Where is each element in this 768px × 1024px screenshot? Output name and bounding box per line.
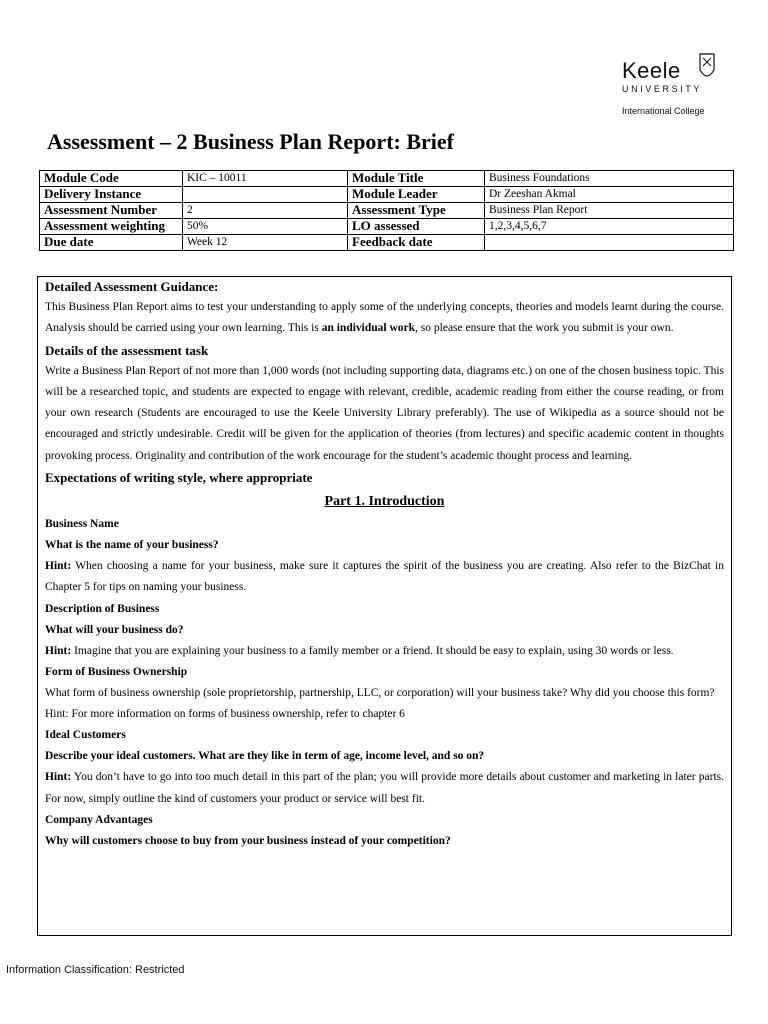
intro-text: This Business Plan Report aims to test your understanding to apply some of the underlying concepts, theories and models learnt during the course. Analysis should be carried using your own learning. This is [45, 301, 724, 335]
row-value: Week 12 [183, 235, 348, 251]
crest-icon [698, 50, 716, 86]
row-value: Business Foundations [485, 171, 734, 187]
row-label: Module Title [348, 171, 485, 187]
row-label: Assessment Number [40, 203, 183, 219]
customers-hint [45, 767, 724, 810]
advantages-heading: Company Advantages [45, 813, 153, 826]
name-hint [45, 556, 724, 599]
do-question: What will your business do? [45, 623, 184, 636]
ownership-text: What form of business ownership (sole proprietorship, partnership, LLC, or corporation) will your business take? Why did you choose this form? [45, 686, 715, 699]
logo-university: UNIVERSITY [622, 84, 703, 94]
intro-text-end: , so please ensure that the work you submit is your own. [415, 322, 674, 335]
hint-label: Hint: [45, 771, 72, 784]
business-name-heading: Business Name [45, 518, 119, 531]
logo-college: International College [622, 106, 705, 116]
table-row [40, 171, 734, 187]
guidance-heading: Detailed Assessment Guidance: [45, 279, 219, 294]
assessment-guidance-box [37, 276, 732, 936]
ownership-hint: Hint: For more information on forms of business ownership, refer to chapter 6 [45, 708, 405, 721]
keele-logo [618, 46, 728, 122]
hint-label: Hint: [45, 560, 72, 573]
table-row [40, 203, 734, 219]
intro-emphasis: an individual work [321, 322, 416, 335]
row-value: 2 [183, 203, 348, 219]
customers-heading: Ideal Customers [45, 729, 126, 742]
logo-wordmark: Keele [622, 58, 681, 83]
page-title: Assessment – 2 Business Plan Report: Brief [47, 129, 454, 154]
row-label: Assessment Type [348, 203, 485, 219]
style-heading: Expectations of writing style, where appropriate [45, 470, 313, 486]
hint-text: You don’t have to go into too much detail in this part of the plan; you will provide more details about customer and marketing in later parts. For now, simply outline the kind of customers your product or service will best fit. [45, 771, 724, 805]
row-value: Business Plan Report [485, 203, 734, 219]
row-label: Assessment weighting [40, 219, 183, 235]
row-label: Delivery Instance [40, 187, 183, 203]
row-value: KIC – 10011 [183, 171, 348, 187]
name-question: What is the name of your business? [45, 539, 219, 552]
do-hint [45, 641, 724, 662]
row-value: Dr Zeeshan Akmal [485, 187, 734, 203]
row-label: Feedback date [348, 235, 485, 251]
row-value: 1,2,3,4,5,6,7 [485, 219, 734, 235]
classification-footer: Information Classification: Restricted [6, 964, 185, 976]
description-heading: Description of Business [45, 602, 160, 615]
row-value: 50% [183, 219, 348, 235]
hint-label: Hint: [45, 644, 72, 657]
table-row [40, 187, 734, 203]
table-row [40, 235, 734, 251]
row-label: Due date [40, 235, 183, 251]
hint-text: When choosing a name for your business, make sure it captures the spirit of the business you are creating. Also refer to the BizChat in Chapter 5 for tips on naming your business. [45, 560, 724, 594]
intro-paragraph [45, 297, 724, 340]
advantages-question: Why will customers choose to buy from your business instead of your competition? [45, 834, 451, 847]
row-value [183, 187, 348, 203]
row-label: Module Code [40, 171, 183, 187]
part-heading: Part 1. Introduction [324, 494, 445, 510]
row-value [485, 235, 734, 251]
row-label: Module Leader [348, 187, 485, 203]
hint-text: Imagine that you are explaining your business to a family member or a friend. It should be easy to explain, using 30 words or less. [71, 644, 674, 657]
module-info-table [39, 170, 734, 251]
row-label: LO assessed [348, 219, 485, 235]
table-row [40, 219, 734, 235]
task-paragraph: Write a Business Plan Report of not more than 1,000 words (not including supporting data, diagrams etc.) on one of the chosen business topic. This will be a researched topic, and students are expected to engage with relevant, credible, academic reading from either the course reading, or from your own research (Students are encouraged to use the Keele University Library preferably). The use of Wikipedia as a source should not be encouraged and strictly undesirable. Credit will be given for the application of theories (from lectures) and specific academic content in thoughts provoking process. Originality and contribution of the work encourage for the student’s academic thought process and learning. [45, 364, 724, 462]
ownership-heading: Form of Business Ownership [45, 665, 188, 678]
customers-question: Describe your ideal customers. What are they like in term of age, income level, and so on? [45, 750, 485, 763]
task-heading: Details of the assessment task [45, 342, 209, 358]
